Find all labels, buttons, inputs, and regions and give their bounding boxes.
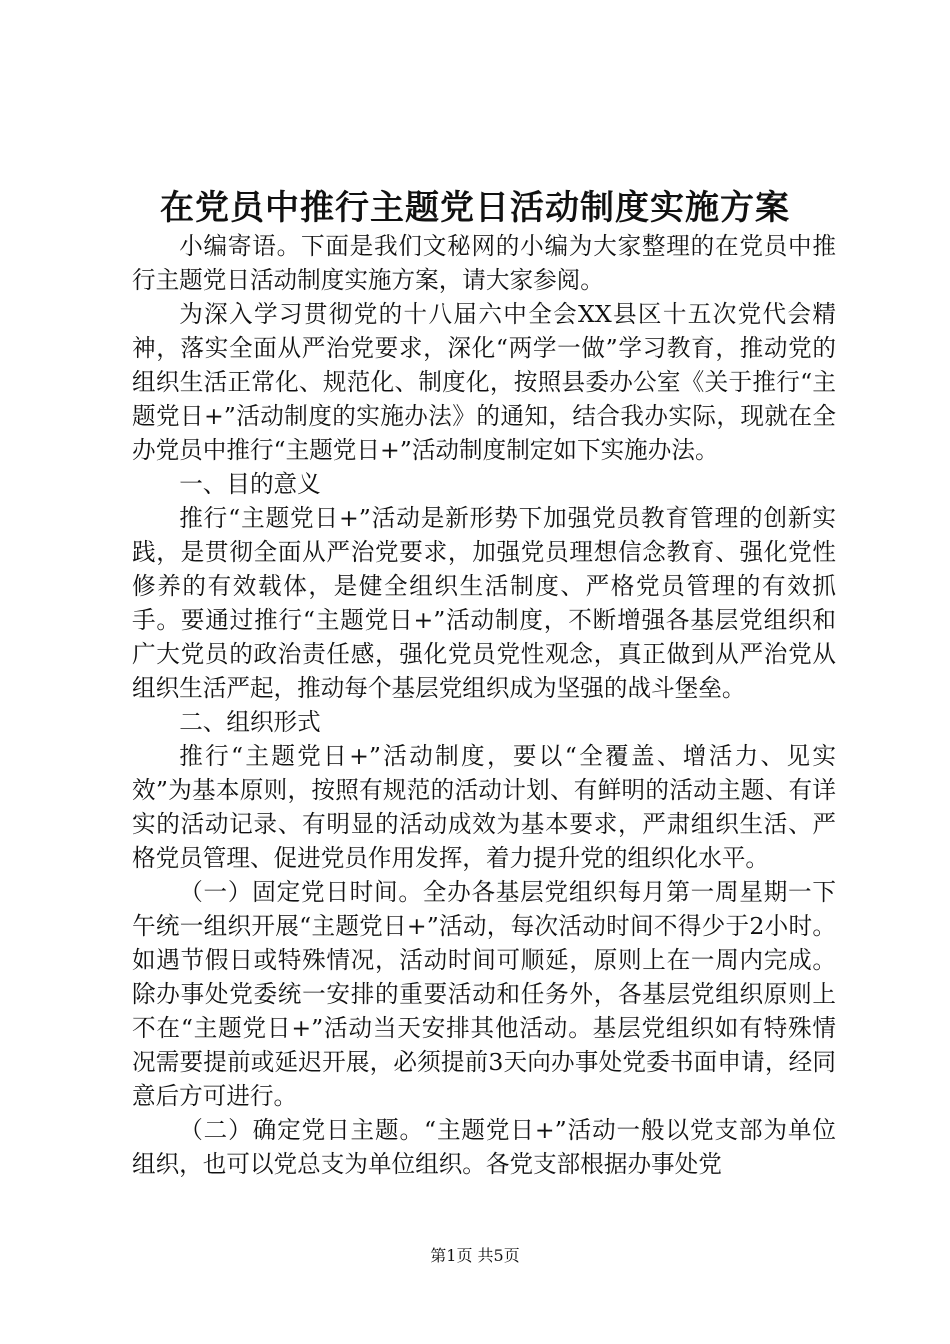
section-heading-purpose: 一、目的意义 [179, 470, 321, 498]
paragraph-theme: （二）确定党日主题。“主题党日+”活动一般以党支部为单位组织，也可以党总支为单位组织。各党支部根据办事处党 [132, 1116, 836, 1178]
paragraph-purpose: 推行“主题党日+”活动是新形势下加强党员教育管理的创新实践，是贯彻全面从严治党要求，加强党员理想信念教育、强化党性修养的有效载体，是健全组织生活制度、严格党员管理的有效抓手。要通过推行“主题党日+”活动制度，不断增强各基层党组织和广大党员的政治责任感，强化党员党性观念，真正做到从严治党从组织生活严起，推动每个基层党组织成为坚强的战斗堡垒。 [132, 504, 836, 702]
paragraph-fixed-time: （一）固定党日时间。全办各基层党组织每月第一周星期一下午统一组织开展“主题党日+”活动，每次活动时间不得少于2小时。如遇节假日或特殊情况，活动时间可顺延，原则上在一周内完成。除办事处党委统一安排的重要活动和任务外，各基层党组织原则上不在“主题党日+”活动当天安排其他活动。基层党组织如有特殊情况需要提前或延迟开展，必须提前3天向办事处党委书面申请，经同意后方可进行。 [132, 878, 836, 1110]
document-title: 在党员中推行主题党日活动制度实施方案 [160, 188, 790, 228]
page-number: 第1页 共5页 [430, 1246, 520, 1265]
section-heading-organization: 二、组织形式 [179, 708, 321, 736]
paragraph-intro: 小编寄语。下面是我们文秘网的小编为大家整理的在党员中推行主题党日活动制度实施方案，请大家参阅。 [132, 232, 836, 294]
paragraph-preamble: 为深入学习贯彻党的十八届六中全会XX县区十五次党代会精神，落实全面从严治党要求，深化“两学一做”学习教育，推动党的组织生活正常化、规范化、制度化，按照县委办公室《关于推行“主题党日+”活动制度的实施办法》的通知，结合我办实际，现就在全办党员中推行“主题党日+”活动制度制定如下实施办法。 [132, 300, 836, 464]
paragraph-organization: 推行“主题党日+”活动制度，要以“全覆盖、增活力、见实效”为基本原则，按照有规范的活动计划、有鲜明的活动主题、有详实的活动记录、有明显的活动成效为基本要求，严肃组织生活、严格党员管理、促进党员作用发挥，着力提升党的组织化水平。 [132, 742, 836, 872]
document-body [132, 229, 836, 1181]
